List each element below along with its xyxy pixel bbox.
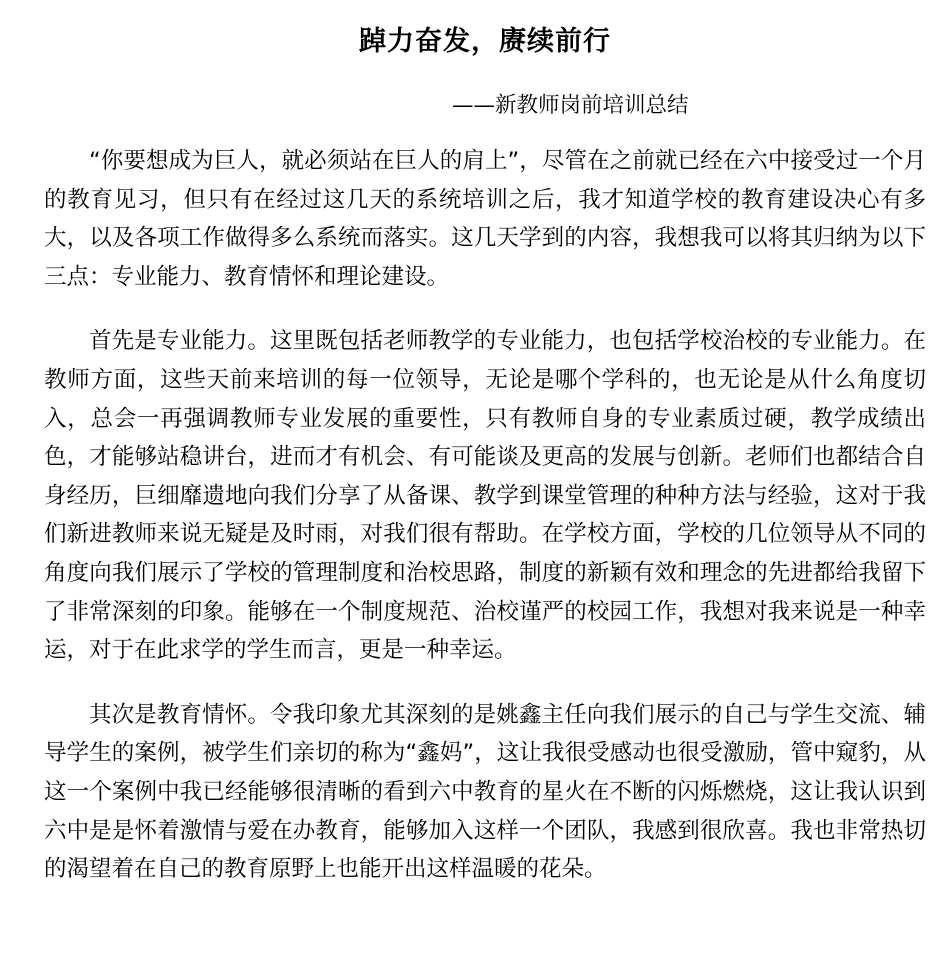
paragraph-educational-passion: 其次是教育情怀。令我印象尤其深刻的是姚鑫主任向我们展示的自己与学生交流、辅导学生的案例，被学生们亲切的称为“鑫妈”，这让我很受感动也很受激励，管中窥豹，从这一个案例中我已经能够很清晰的看到六中教育的星火在不断的闪烁燃烧，这让我认识到六中是是怀着激情与爱在办教育，能够加入这样一个团队，我感到很欣喜。我也非常热切的渴望着在自己的教育原野上也能开出这样温暖的花朵。 [44, 701, 926, 883]
paragraph-intro: “你要想成为巨人，就必须站在巨人的肩上”，尽管在之前就已经在六中接受过一个月的教育见习，但只有在经过这几天的系统培训之后，我才知道学校的教育建设决心有多大，以及各项工作做得多么系统而落实。这几天学到的内容，我想我可以将其归纳为以下三点：专业能力、教育情怀和理论建设。 [44, 148, 926, 290]
paragraph-professional-ability: 首先是专业能力。这里既包括老师教学的专业能力，也包括学校治校的专业能力。在教师方面，这些天前来培训的每一位领导，无论是哪个学科的，也无论是从什么角度切入，总会一再强调教师专业发展的重要性，只有教师自身的专业素质过硬，教学成绩出色，才能够站稳讲台，进而才有机会、有可能谈及更高的发展与创新。老师们也都结合自身经历，巨细靡遗地向我们分享了从备课、教学到课堂管理的种种方法与经验，这对于我们新进教师来说无疑是及时雨，对我们很有帮助。在学校方面，学校的几位领导从不同的角度向我们展示了学校的管理制度和治校思路，制度的新颖有效和理念的先进都给我留下了非常深刻的印象。能够在一个制度规范、治校谨严的校园工作，我想对我来说是一种幸运，对于在此求学的学生而言，更是一种幸运。 [44, 328, 926, 664]
document-page [44, 0, 926, 889]
document-subtitle: ——新教师岗前培训总结 [452, 93, 689, 118]
document-title: 踔力奋发，赓续前行 [359, 26, 611, 57]
